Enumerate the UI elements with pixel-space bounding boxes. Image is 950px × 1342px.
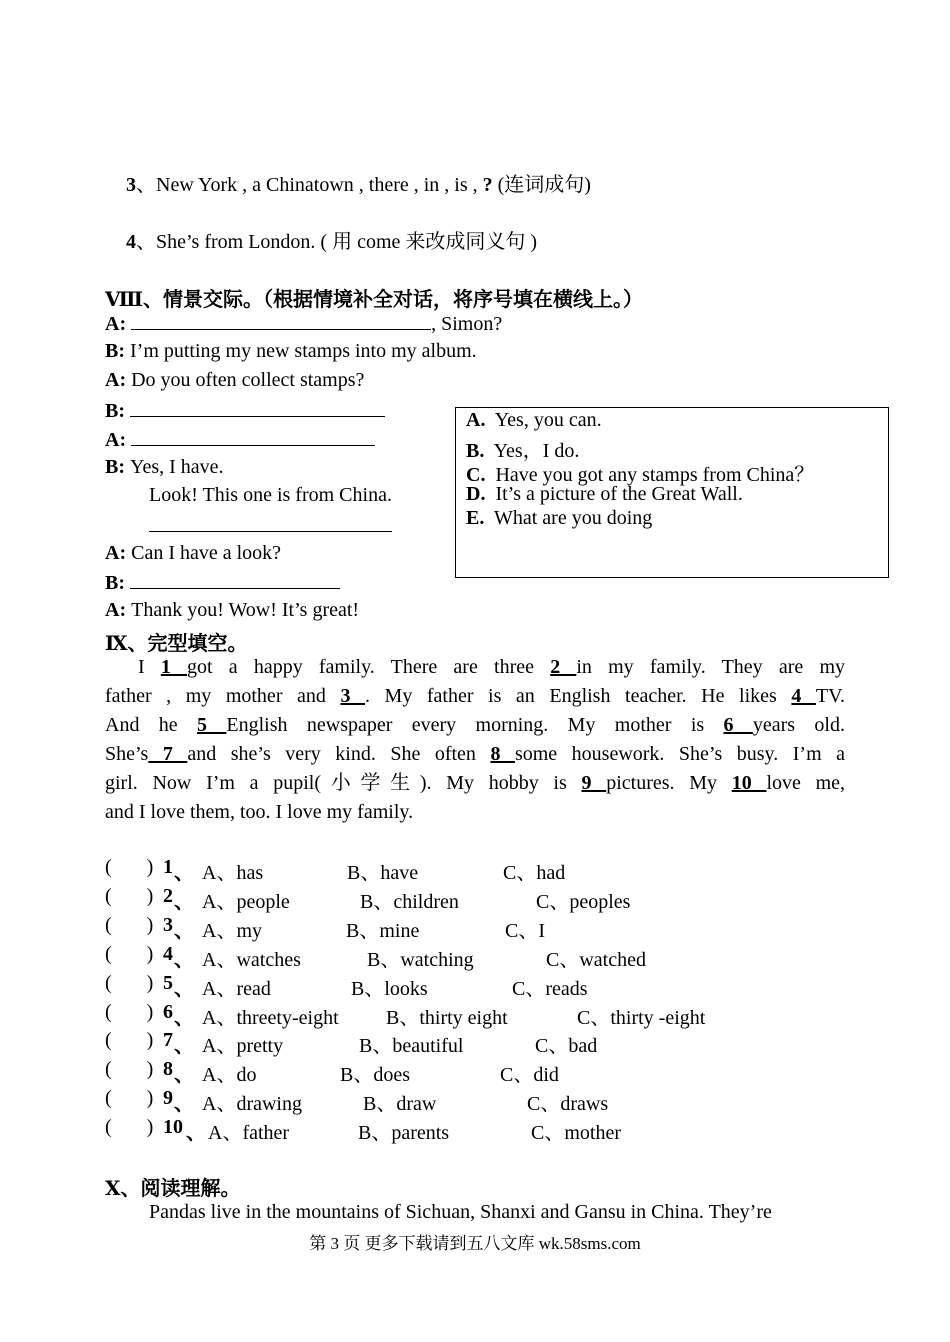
dialog-line xyxy=(105,340,477,363)
passage-line: She’s 7 and she’s very kind. She often 8 some housework. She’s busy. I’m a xyxy=(105,743,846,765)
option-b[interactable]: B、looks xyxy=(351,977,428,1000)
option-b[interactable]: B、beautiful xyxy=(359,1035,464,1058)
speaker-label: A: xyxy=(105,313,127,335)
option-d: D. It’s a picture of the Great Wall. xyxy=(466,483,743,505)
option-c[interactable]: C、watched xyxy=(546,948,646,971)
question-number: 4 xyxy=(126,231,136,253)
option-a[interactable]: A、drawing xyxy=(202,1093,302,1116)
section-9-title: Ⅸ、完型填空。 xyxy=(105,633,248,655)
option-b[interactable]: B、watching xyxy=(367,948,474,971)
speaker-label: B: xyxy=(105,400,125,422)
option-a[interactable]: A、read xyxy=(202,977,271,1000)
dialog-line xyxy=(105,456,224,479)
choice-number: 4 xyxy=(163,942,173,965)
choice-separator: 、 xyxy=(174,919,194,942)
option-a[interactable]: A、threety-eight xyxy=(202,1006,339,1029)
choice-separator: 、 xyxy=(174,1093,194,1116)
blank-2: 2 xyxy=(550,656,577,678)
blank-6: 6 xyxy=(723,714,753,736)
blank-3: 3 xyxy=(340,685,365,707)
answer-blank[interactable] xyxy=(149,513,392,532)
option-b[interactable]: B、parents xyxy=(358,1122,450,1145)
option-c[interactable]: C、peoples xyxy=(536,890,631,913)
answer-paren[interactable]: ( ) xyxy=(105,1029,154,1052)
blank-10: 10 xyxy=(731,772,767,794)
speaker-label: B: xyxy=(105,572,125,594)
blank-5: 5 xyxy=(197,714,227,736)
answer-blank[interactable] xyxy=(130,570,340,589)
speaker-label: B: xyxy=(105,340,125,362)
speaker-label: A: xyxy=(105,429,127,451)
passage-line: I 1 got a happy family. There are three 2 in my family. They are my xyxy=(138,656,846,678)
option-a[interactable]: A、watches xyxy=(202,948,301,971)
dialog-text: , Simon? xyxy=(431,313,503,335)
passage-line: And he 5 English newspaper every morning. My mother is 6 years old. xyxy=(105,714,845,736)
question-number: 3 xyxy=(126,174,136,196)
choice-separator: 、 xyxy=(174,890,194,913)
passage-line: and I love them, too. I love my family. xyxy=(105,801,414,823)
dialog-line: Look! This one is from China. xyxy=(149,484,392,506)
section-10-title: Ⅹ、阅读理解。 xyxy=(105,1178,241,1200)
option-b[interactable]: B、have xyxy=(347,862,419,884)
option-c: C. Have you got any stamps from China？ xyxy=(466,464,815,486)
reading-text: Pandas live in the mountains of Sichuan, Shanxi and Gansu in China. They’re xyxy=(149,1201,772,1223)
question-3 xyxy=(126,168,591,197)
answer-paren[interactable]: ( ) xyxy=(105,884,154,907)
passage-line: father , my mother and 3 . My father is an English teacher. He likes 4 TV. xyxy=(105,685,846,707)
speaker-label: A: xyxy=(105,599,127,621)
question-4 xyxy=(126,225,537,254)
blank-9: 9 xyxy=(581,772,607,794)
choice-separator: 、 xyxy=(174,1006,194,1029)
speaker-label: A: xyxy=(105,542,127,564)
choice-separator: 、 xyxy=(174,862,194,884)
answer-paren[interactable]: ( ) xyxy=(105,913,154,936)
dialog-line xyxy=(149,513,392,538)
choice-number: 7 xyxy=(163,1029,173,1052)
option-b: B. Yes，I do. xyxy=(466,440,580,462)
dialog-text: Can I have a look? xyxy=(131,542,282,564)
dialog-text: I’m putting my new stamps into my album. xyxy=(130,340,477,362)
option-c[interactable]: C、bad xyxy=(535,1035,598,1058)
dialog-text: Yes, I have. xyxy=(130,456,224,478)
question-text: 、New York , a Chinatown , there , in , is , xyxy=(136,174,483,196)
blank-8: 8 xyxy=(490,743,515,765)
blank-4: 4 xyxy=(791,685,816,707)
dialog-line xyxy=(105,311,502,336)
question-hint: (连词成句) xyxy=(492,174,591,196)
speaker-label: B: xyxy=(105,456,125,478)
dialog-line xyxy=(105,398,385,423)
option-b[interactable]: B、mine xyxy=(346,919,420,942)
option-c[interactable]: C、had xyxy=(503,862,566,884)
option-a[interactable]: A、do xyxy=(202,1064,257,1087)
option-b[interactable]: B、draw xyxy=(363,1093,437,1116)
choice-separator: 、 xyxy=(174,1035,194,1058)
option-b[interactable]: B、does xyxy=(340,1064,410,1087)
option-c[interactable]: C、thirty -eight xyxy=(577,1006,706,1029)
option-a[interactable]: A、father xyxy=(208,1122,290,1145)
blank-7: 7 xyxy=(148,743,188,765)
choice-number: 2 xyxy=(163,884,173,907)
option-b[interactable]: B、children xyxy=(360,890,459,913)
choice-separator: 、 xyxy=(186,1122,206,1145)
option-a[interactable]: A、pretty xyxy=(202,1035,284,1058)
choice-number: 9 xyxy=(163,1087,173,1110)
option-a: A. Yes, you can. xyxy=(466,409,602,431)
answer-blank[interactable] xyxy=(131,311,431,330)
answer-paren[interactable]: ( ) xyxy=(105,1116,154,1139)
option-c[interactable]: C、did xyxy=(500,1064,559,1087)
option-a[interactable]: A、my xyxy=(202,919,262,942)
option-c[interactable]: C、mother xyxy=(531,1122,621,1145)
choice-number: 10 xyxy=(163,1116,183,1139)
dialog-line xyxy=(105,599,359,622)
dialog-line xyxy=(105,369,364,392)
question-text: 、She’s from London. ( 用 come 来改成同义句 ) xyxy=(136,231,538,253)
answer-blank[interactable] xyxy=(130,398,385,417)
option-a[interactable]: A、people xyxy=(202,890,290,913)
answer-paren[interactable]: ( ) xyxy=(105,1000,154,1023)
choice-number: 5 xyxy=(163,971,173,994)
choice-separator: 、 xyxy=(174,948,194,971)
answer-blank[interactable] xyxy=(131,427,375,446)
option-b[interactable]: B、thirty eight xyxy=(386,1006,508,1029)
answer-paren[interactable]: ( ) xyxy=(105,971,154,994)
option-a[interactable]: A、has xyxy=(202,862,264,884)
answer-paren[interactable]: ( ) xyxy=(105,942,154,965)
question-mark: ? xyxy=(482,174,493,196)
section-8-title: Ⅷ、情景交际。（根据情境补全对话，将序号填在横线上。） xyxy=(105,289,643,311)
blank-1: 1 xyxy=(160,656,188,678)
option-c[interactable]: C、I xyxy=(505,919,545,942)
choice-number: 3 xyxy=(163,913,173,936)
choice-number: 8 xyxy=(163,1058,173,1081)
option-c[interactable]: C、draws xyxy=(527,1093,609,1116)
choice-separator: 、 xyxy=(174,1064,194,1087)
choice-number: 1 xyxy=(163,856,173,878)
speaker-label: A: xyxy=(105,369,127,391)
choice-number: 6 xyxy=(163,1000,173,1023)
passage-line: girl. Now I’m a pupil(小学生). My hobby is 9 pictures. My 10 love me, xyxy=(105,772,846,794)
dialog-text: Thank you! Wow! It’s great! xyxy=(131,599,360,621)
answer-paren[interactable]: ( ) xyxy=(105,1058,154,1081)
choice-separator: 、 xyxy=(174,977,194,1000)
answer-paren[interactable]: ( ) xyxy=(105,1087,154,1110)
option-c[interactable]: C、reads xyxy=(512,977,588,1000)
dialog-text: Do you often collect stamps? xyxy=(131,369,365,391)
dialog-line xyxy=(105,427,375,452)
dialog-line xyxy=(105,542,281,565)
dialog-line xyxy=(105,570,340,595)
answer-paren[interactable]: ( ) xyxy=(105,856,154,878)
option-e: E. What are you doing xyxy=(466,507,653,529)
page-footer: 第 3 页 更多下载请到五八文库 wk.58sms.com xyxy=(309,1234,641,1253)
options-box xyxy=(455,407,889,578)
